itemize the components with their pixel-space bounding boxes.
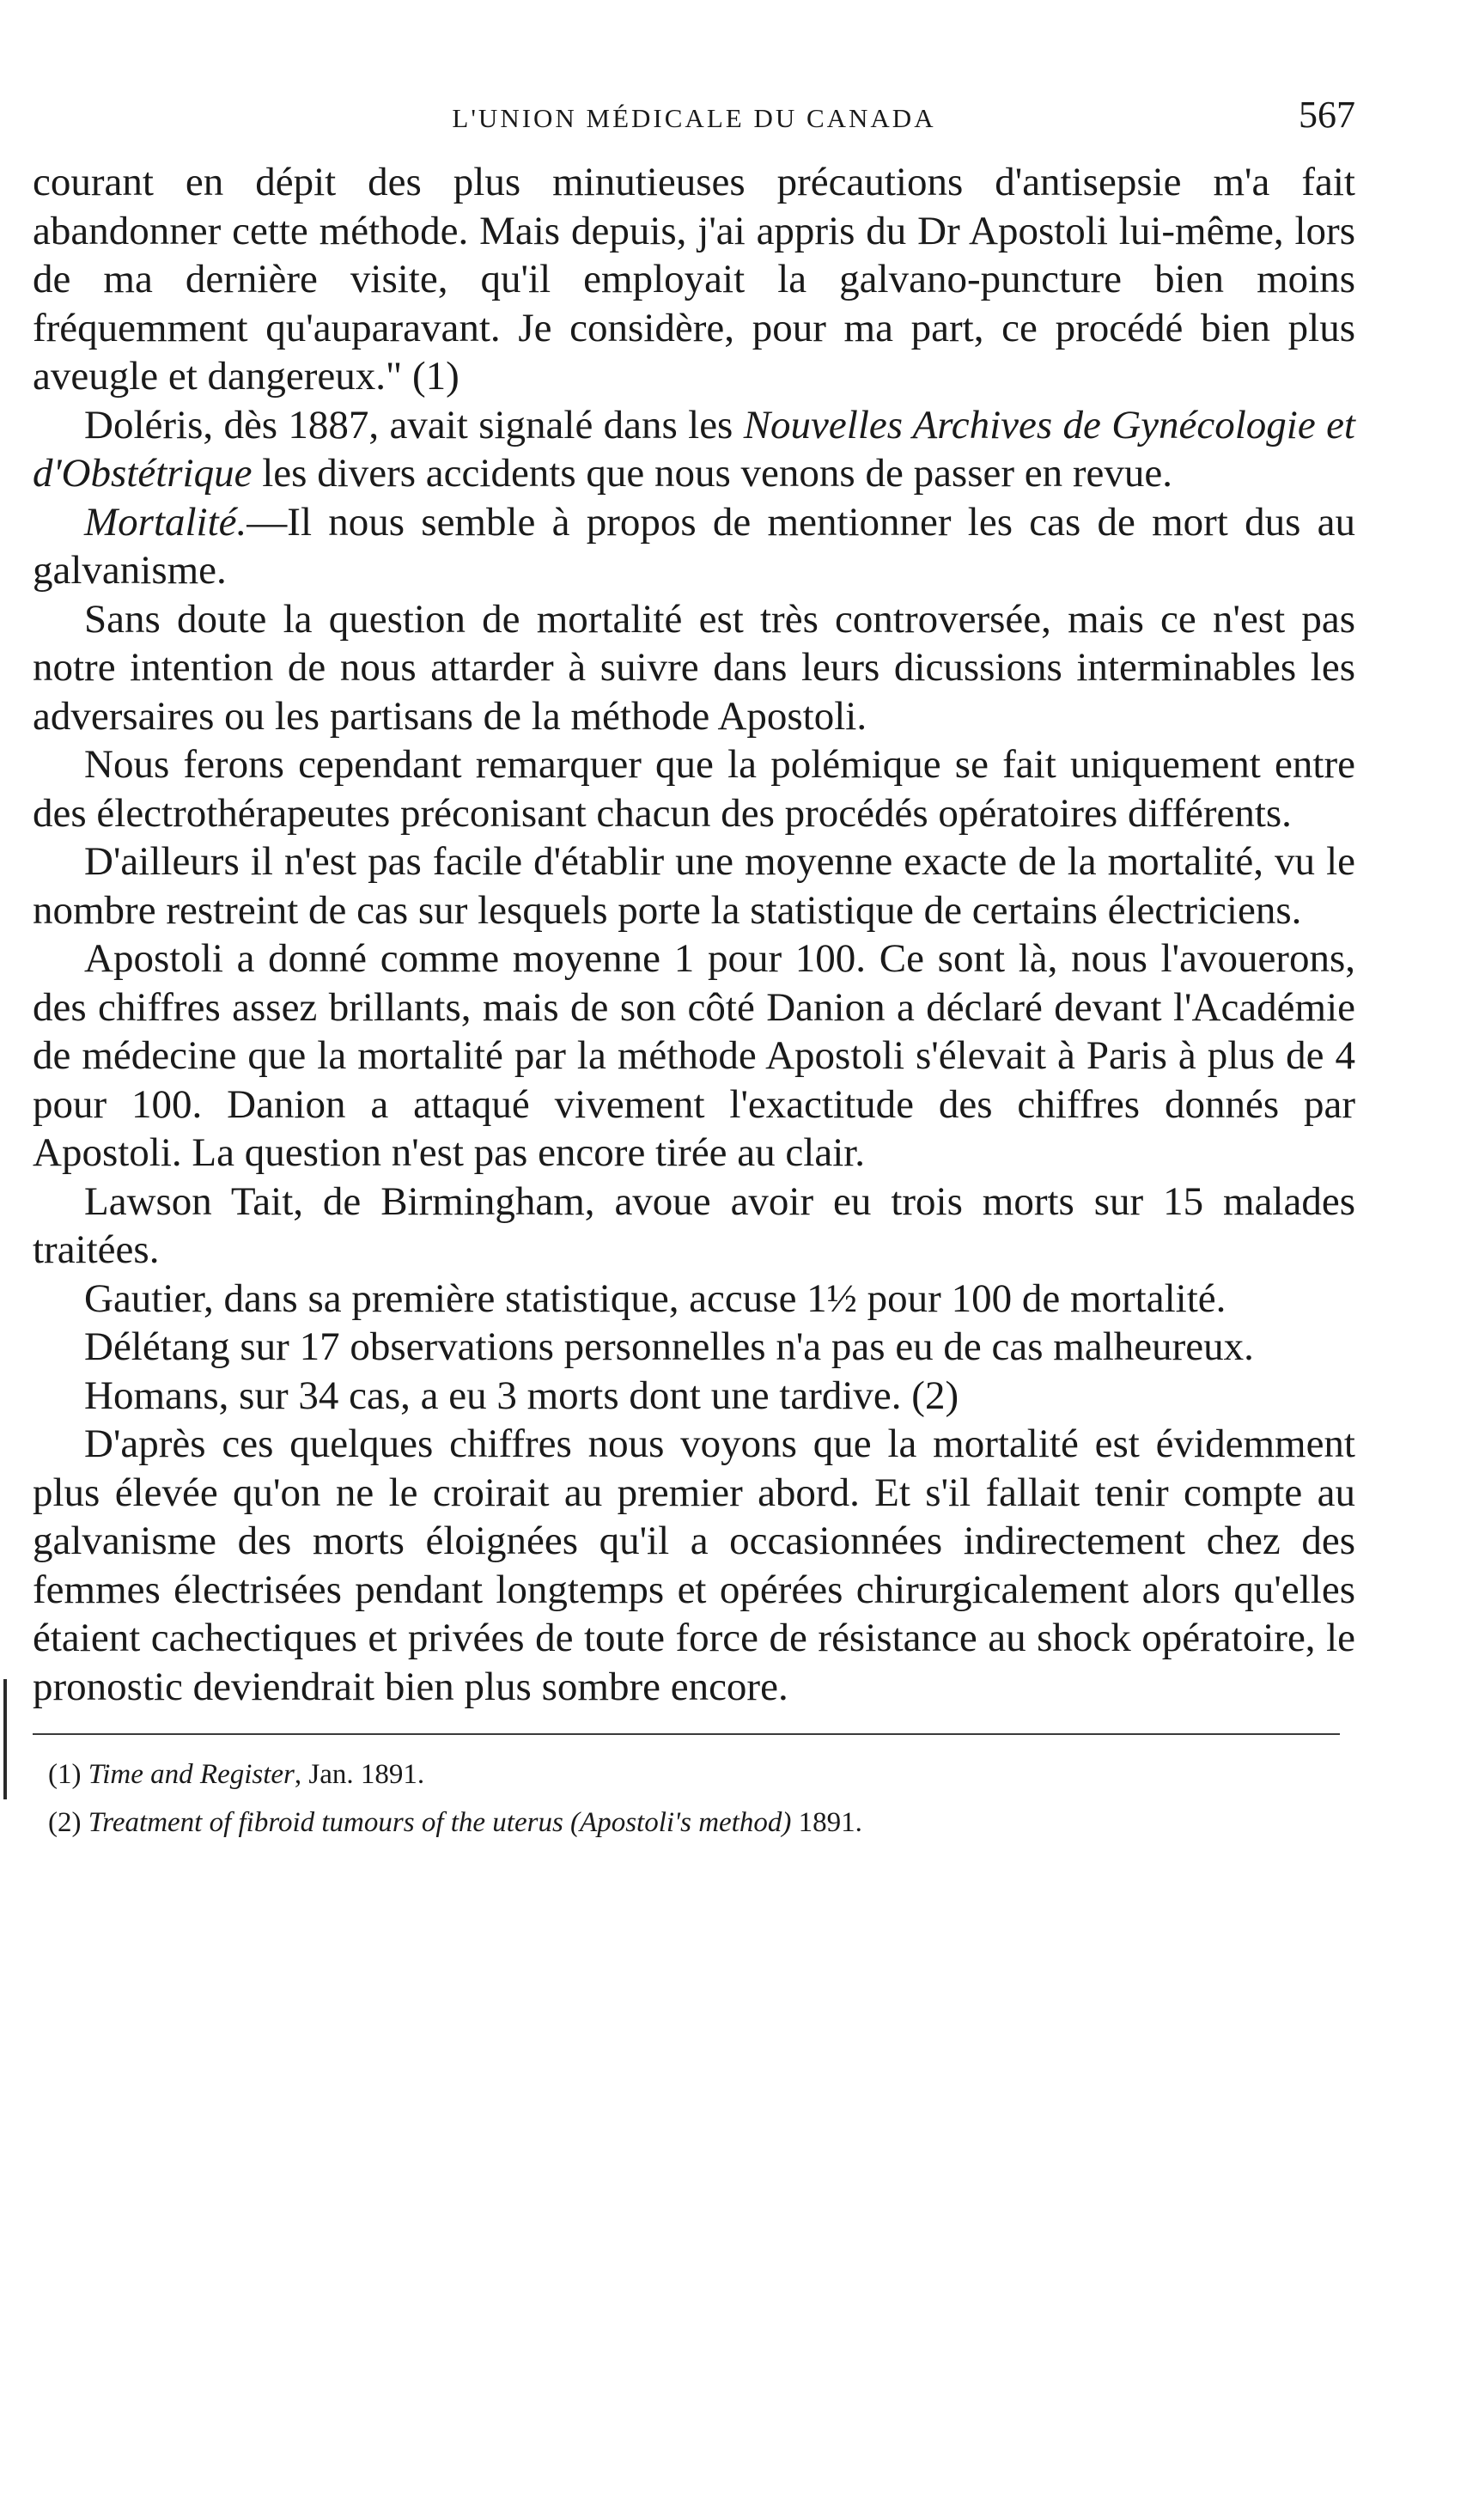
journal-title: Nouvelles Archives de Gynécologie et d'Obstétrique [33,402,1355,496]
paragraph: D'ailleurs il n'est pas facile d'établir une moyenne exacte de la mortalité, vu le nombre restreint de cas sur lesquels porte la statistique de certains électriciens. [33,839,1355,933]
paragraph: Homans, sur 34 cas, a eu 3 morts dont une tardive. (2) [84,1373,959,1418]
paragraph-rest: —Il nous semble à propos de mentionner les cas de mort dus au galvanisme. [33,499,1355,593]
paragraph: Sans doute la question de mortalité est très controversée, mais ce n'est pas notre intention de nous attarder à suivre dans leurs dicussions interminables les adversaires ou les partisans de la méthode Apostoli. [33,596,1355,739]
paragraph-lead: Doléris, dès 1887, avait signalé dans les [84,402,744,447]
paragraph-doleris [33,401,1355,498]
page-number: 567 [1299,94,1355,136]
paragraph-continuation: courant en dépit des plus minutieuses précautions d'antisepsie m'a fait abandonner cette méthode. Mais depuis, j'ai appris du Dr Apostoli lui-même, lors de ma dernière visite, qu'il employait la galvano-puncture bien moins fréquemment qu'auparavant. Je considère, pour ma part, ce procédé bien plus aveugle et dangereux." (1) [33,160,1355,399]
footnotes [33,1750,1355,1847]
page [33,93,1355,1847]
footnote-1 [33,1750,1355,1799]
footnote-rest: 1891. [791,1807,862,1838]
body-text [33,158,1355,1711]
footnote-title: Treatment of fibroid tumours of the uterus (Apostoli's method) [88,1807,792,1838]
paragraph: Délétang sur 17 observations personnelles n'a pas eu de cas malheureux. [84,1324,1254,1369]
footnote-marker: (2) [48,1807,82,1838]
page-header [33,93,1355,153]
running-head: L'UNION MÉDICALE DU CANADA [452,103,936,133]
paragraph: Lawson Tait, de Birmingham, avoue avoir eu trois morts sur 15 malades traitées. [33,1178,1355,1272]
footnote-2 [33,1799,1355,1847]
paragraph: D'après ces quelques chiffres nous voyons que la mortalité est évidemment plus élevée qu'on ne le croirait au premier abord. Et s'il fallait tenir compte au galvanisme des morts éloignées qu'il a occasionnées indirectement chez des femmes électrisées pendant longtemps et opérées chirurgicalement alors qu'elles étaient cachectiques et privées de toute force de résistance au shock opératoire, le pronostic deviendrait bien plus sombre encore. [33,1421,1355,1709]
footnote-rest: , Jan. 1891. [294,1759,425,1790]
footnote-title: Time and Register [88,1759,295,1790]
paragraph-tail: les divers accidents que nous venons de passer en revue. [252,451,1173,496]
paragraph-mortalite [33,498,1355,595]
paragraph: Nous ferons cependant remarquer que la polémique se fait uniquement entre des électrothérapeutes préconisant chacun des procédés opératoires différents. [33,742,1355,836]
footnote-rule [33,1733,1340,1735]
margin-mark [3,1679,7,1799]
section-heading: Mortalité. [84,499,247,545]
paragraph: Gautier, dans sa première statistique, accuse 1½ pour 100 de mortalité. [84,1275,1226,1321]
footnote-marker: (1) [48,1759,82,1790]
paragraph: Apostoli a donné comme moyenne 1 pour 100. Ce sont là, nous l'avouerons, des chiffres assez brillants, mais de son côté Danion a déclaré devant l'Académie de médecine que la mortalité par la méthode Apostoli s'élevait à Paris à plus de 4 pour 100. Danion a attaqué vivement l'exactitude des chiffres donnés par Apostoli. La question n'est pas encore tirée au clair. [33,936,1355,1175]
